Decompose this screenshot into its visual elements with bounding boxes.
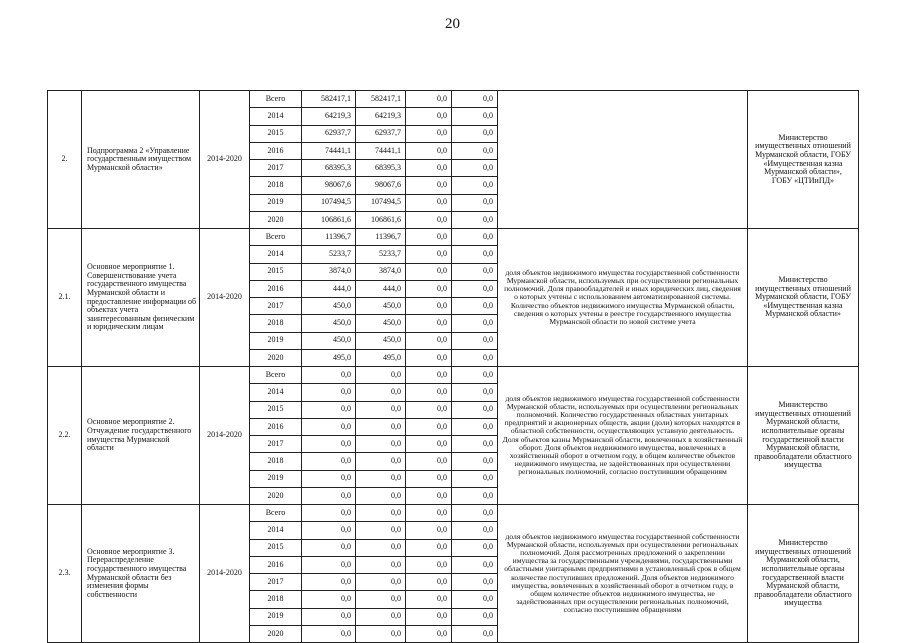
federal-budget-cell: 0,0 [406,591,452,608]
total-cell: 582417,1 [302,91,356,108]
year-cell: 2018 [250,591,302,608]
federal-budget-cell: 0,0 [406,539,452,556]
federal-budget-cell: 0,0 [406,384,452,401]
regional-budget-cell: 107494,5 [356,194,406,211]
regional-budget-cell: 0,0 [356,436,406,453]
federal-budget-cell: 0,0 [406,263,452,280]
regional-budget-cell: 62937,7 [356,125,406,142]
regional-budget-cell: 11396,7 [356,229,406,246]
indicator-cell: доля объектов недвижимого имущества государственной собственности Мурманской области, используемых при осуществлении региональных полномочий. Доля правообладателей и иных юридических лиц, сведения о которых учтены с использованием автоматизированной системы. Количество объектов недвижимого имущества Мурманской области, сведения о которых учтены в реестре государственного имущества Мурманской области по новой системе учета [498,229,748,367]
total-cell: 3874,0 [302,263,356,280]
year-cell: 2015 [250,125,302,142]
federal-budget-cell: 0,0 [406,401,452,418]
total-cell: 450,0 [302,315,356,332]
other-sources-cell: 0,0 [452,556,498,573]
other-sources-cell: 0,0 [452,574,498,591]
total-cell: 0,0 [302,401,356,418]
federal-budget-cell: 0,0 [406,125,452,142]
other-sources-cell: 0,0 [452,298,498,315]
total-cell: 0,0 [302,384,356,401]
total-cell: 0,0 [302,505,356,522]
period-cell: 2014-2020 [200,367,250,505]
executor-cell: Министерство имущественных отношений Мурманской области, исполнительные органы государственной власти Мурманской области, правообладатели областного имущества [748,367,859,505]
period-cell: 2014-2020 [200,91,250,229]
regional-budget-cell: 0,0 [356,522,406,539]
year-cell: 2014 [250,246,302,263]
federal-budget-cell: 0,0 [406,280,452,297]
executor-cell: Министерство имущественных отношений Мурманской области, ГОБУ «Имущественная казна Мурманской области», ГОБУ «ЦТИиПД» [748,91,859,229]
total-cell: 11396,7 [302,229,356,246]
item-name-cell: Основное мероприятие 1. Совершенствование учета государственного имущества Мурманской области и предоставление информации об объектах учета заинтересованным физическим и юридическим лицам [82,229,200,367]
other-sources-cell: 0,0 [452,608,498,625]
federal-budget-cell: 0,0 [406,194,452,211]
year-cell: 2018 [250,177,302,194]
federal-budget-cell: 0,0 [406,246,452,263]
year-cell: 2017 [250,160,302,177]
regional-budget-cell: 0,0 [356,453,406,470]
item-name-cell: Основное мероприятие 3. Перераспределение государственного имущества Мурманской области без изменения формы собственности [82,505,200,643]
federal-budget-cell: 0,0 [406,142,452,159]
total-cell: 68395,3 [302,160,356,177]
federal-budget-cell: 0,0 [406,367,452,384]
executor-cell: Министерство имущественных отношений Мурманской области, исполнительные органы государственной власти Мурманской области, правообладатели областного имущества [748,505,859,643]
total-cell: 5233,7 [302,246,356,263]
program-table [47,90,859,643]
year-cell: 2017 [250,298,302,315]
year-cell: 2018 [250,315,302,332]
other-sources-cell: 0,0 [452,453,498,470]
regional-budget-cell: 0,0 [356,470,406,487]
year-cell: 2016 [250,418,302,435]
year-cell: Всего [250,367,302,384]
federal-budget-cell: 0,0 [406,177,452,194]
item-name-cell: Основное мероприятие 2. Отчуждение государственного имущества Мурманской области [82,367,200,505]
regional-budget-cell: 64219,3 [356,108,406,125]
regional-budget-cell: 0,0 [356,418,406,435]
year-cell: 2020 [250,487,302,504]
federal-budget-cell: 0,0 [406,160,452,177]
regional-budget-cell: 0,0 [356,401,406,418]
table-row [48,91,859,108]
other-sources-cell: 0,0 [452,487,498,504]
regional-budget-cell: 0,0 [356,608,406,625]
federal-budget-cell: 0,0 [406,574,452,591]
total-cell: 0,0 [302,487,356,504]
other-sources-cell: 0,0 [452,125,498,142]
other-sources-cell: 0,0 [452,315,498,332]
regional-budget-cell: 582417,1 [356,91,406,108]
regional-budget-cell: 0,0 [356,574,406,591]
federal-budget-cell: 0,0 [406,487,452,504]
period-cell: 2014-2020 [200,505,250,643]
other-sources-cell: 0,0 [452,160,498,177]
indicator-cell: доля объектов недвижимого имущества государственной собственности Мурманской области, используемых при осуществлении региональных полномочий. Количество государственных областных унитарных предприятий и акционерных обществ, акции (доли) которых находятся в областной собственности, осуществляющих уставную деятельность. Доля объектов казны Мурманской области, вовлеченных в хозяйственный оборот. Доля объектов недвижимого имущества, вовлеченных в хозяйственный оборот в отчетном году, в общем количестве объектов недвижимого имущества, не задействованных при осуществлении региональных полномочий, согласно поступившим обращениям [498,367,748,505]
executor-cell: Министерство имущественных отношений Мурманской области, ГОБУ «Имущественная казна Мурманской области» [748,229,859,367]
total-cell: 0,0 [302,418,356,435]
other-sources-cell: 0,0 [452,263,498,280]
indicator-cell [498,91,748,229]
table-row [48,229,859,246]
federal-budget-cell: 0,0 [406,608,452,625]
year-cell: 2019 [250,332,302,349]
regional-budget-cell: 74441,1 [356,142,406,159]
table-row [48,367,859,384]
federal-budget-cell: 0,0 [406,418,452,435]
year-cell: Всего [250,91,302,108]
item-number-cell: 2.2. [48,367,82,505]
year-cell: 2020 [250,625,302,642]
federal-budget-cell: 0,0 [406,505,452,522]
other-sources-cell: 0,0 [452,280,498,297]
year-cell: Всего [250,229,302,246]
other-sources-cell: 0,0 [452,418,498,435]
regional-budget-cell: 106861,6 [356,211,406,228]
other-sources-cell: 0,0 [452,177,498,194]
total-cell: 450,0 [302,298,356,315]
other-sources-cell: 0,0 [452,229,498,246]
year-cell: 2017 [250,574,302,591]
regional-budget-cell: 0,0 [356,367,406,384]
federal-budget-cell: 0,0 [406,298,452,315]
total-cell: 0,0 [302,436,356,453]
other-sources-cell: 0,0 [452,539,498,556]
year-cell: 2014 [250,108,302,125]
total-cell: 107494,5 [302,194,356,211]
total-cell: 0,0 [302,591,356,608]
other-sources-cell: 0,0 [452,332,498,349]
regional-budget-cell: 68395,3 [356,160,406,177]
total-cell: 106861,6 [302,211,356,228]
total-cell: 0,0 [302,539,356,556]
other-sources-cell: 0,0 [452,470,498,487]
total-cell: 64219,3 [302,108,356,125]
year-cell: 2015 [250,539,302,556]
total-cell: 444,0 [302,280,356,297]
other-sources-cell: 0,0 [452,246,498,263]
other-sources-cell: 0,0 [452,384,498,401]
regional-budget-cell: 0,0 [356,591,406,608]
federal-budget-cell: 0,0 [406,332,452,349]
item-number-cell: 2. [48,91,82,229]
federal-budget-cell: 0,0 [406,556,452,573]
year-cell: 2018 [250,453,302,470]
year-cell: 2016 [250,556,302,573]
year-cell: 2019 [250,470,302,487]
other-sources-cell: 0,0 [452,349,498,366]
total-cell: 0,0 [302,608,356,625]
item-number-cell: 2.3. [48,505,82,643]
federal-budget-cell: 0,0 [406,453,452,470]
federal-budget-cell: 0,0 [406,315,452,332]
total-cell: 62937,7 [302,125,356,142]
regional-budget-cell: 0,0 [356,505,406,522]
item-number-cell: 2.1. [48,229,82,367]
year-cell: 2019 [250,608,302,625]
other-sources-cell: 0,0 [452,194,498,211]
regional-budget-cell: 0,0 [356,539,406,556]
regional-budget-cell: 495,0 [356,349,406,366]
regional-budget-cell: 0,0 [356,487,406,504]
year-cell: 2015 [250,401,302,418]
page-number: 20 [445,16,460,32]
other-sources-cell: 0,0 [452,505,498,522]
other-sources-cell: 0,0 [452,142,498,159]
regional-budget-cell: 0,0 [356,556,406,573]
regional-budget-cell: 450,0 [356,315,406,332]
regional-budget-cell: 0,0 [356,384,406,401]
federal-budget-cell: 0,0 [406,625,452,642]
other-sources-cell: 0,0 [452,367,498,384]
total-cell: 0,0 [302,574,356,591]
year-cell: 2020 [250,211,302,228]
total-cell: 0,0 [302,556,356,573]
regional-budget-cell: 5233,7 [356,246,406,263]
total-cell: 98067,6 [302,177,356,194]
federal-budget-cell: 0,0 [406,436,452,453]
year-cell: 2016 [250,142,302,159]
other-sources-cell: 0,0 [452,211,498,228]
table-row [48,505,859,522]
other-sources-cell: 0,0 [452,625,498,642]
total-cell: 0,0 [302,367,356,384]
federal-budget-cell: 0,0 [406,91,452,108]
year-cell: 2020 [250,349,302,366]
federal-budget-cell: 0,0 [406,470,452,487]
other-sources-cell: 0,0 [452,522,498,539]
total-cell: 0,0 [302,470,356,487]
year-cell: Всего [250,505,302,522]
regional-budget-cell: 444,0 [356,280,406,297]
period-cell: 2014-2020 [200,229,250,367]
year-cell: 2016 [250,280,302,297]
total-cell: 495,0 [302,349,356,366]
total-cell: 450,0 [302,332,356,349]
total-cell: 0,0 [302,453,356,470]
regional-budget-cell: 98067,6 [356,177,406,194]
federal-budget-cell: 0,0 [406,211,452,228]
total-cell: 0,0 [302,522,356,539]
table-body [48,91,859,643]
year-cell: 2019 [250,194,302,211]
regional-budget-cell: 3874,0 [356,263,406,280]
other-sources-cell: 0,0 [452,91,498,108]
other-sources-cell: 0,0 [452,436,498,453]
other-sources-cell: 0,0 [452,108,498,125]
item-name-cell: Подпрограмма 2 «Управление государственным имуществом Мурманской области» [82,91,200,229]
federal-budget-cell: 0,0 [406,522,452,539]
total-cell: 74441,1 [302,142,356,159]
year-cell: 2014 [250,522,302,539]
year-cell: 2017 [250,436,302,453]
regional-budget-cell: 450,0 [356,332,406,349]
regional-budget-cell: 450,0 [356,298,406,315]
indicator-cell: доля объектов недвижимого имущества государственной собственности Мурманской области, используемых при осуществлении региональных полномочий. Доля рассмотренных предложений о закреплении имущества за государственными учреждениями, государственными областными унитарными предприятиями в установленный срок в общем количестве поступивших предложений. Доля объектов недвижимого имущества, вовлеченных в хозяйственный оборот в отчетном году, в общем количестве объектов недвижимого имущества, не задействованных при осуществлении региональных полномочий, согласно поступившим обращениям [498,505,748,643]
federal-budget-cell: 0,0 [406,229,452,246]
year-cell: 2014 [250,384,302,401]
other-sources-cell: 0,0 [452,591,498,608]
other-sources-cell: 0,0 [452,401,498,418]
total-cell: 0,0 [302,625,356,642]
federal-budget-cell: 0,0 [406,108,452,125]
regional-budget-cell: 0,0 [356,625,406,642]
year-cell: 2015 [250,263,302,280]
federal-budget-cell: 0,0 [406,349,452,366]
